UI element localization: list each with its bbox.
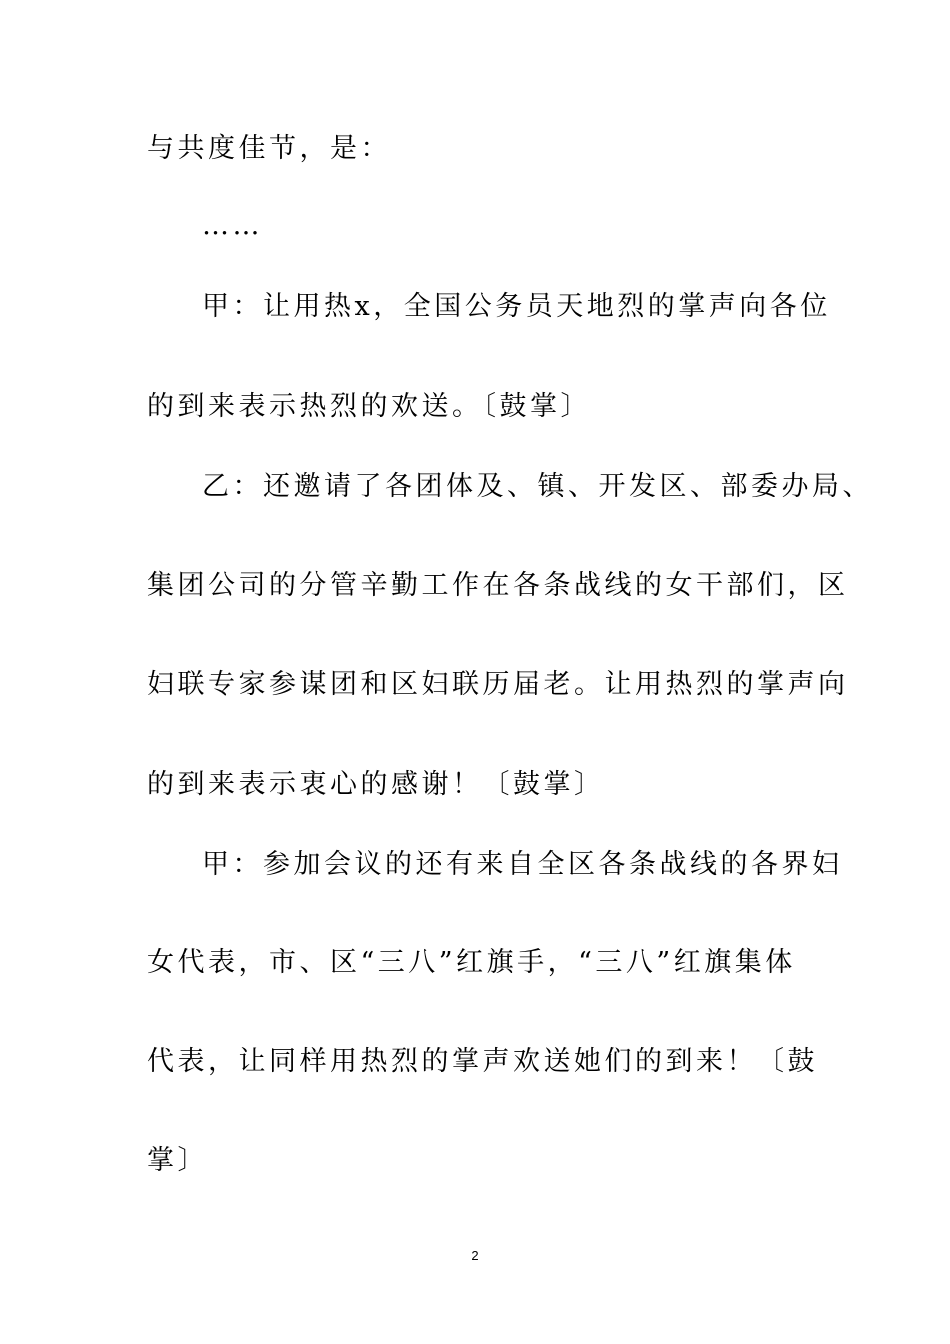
dialogue-yi-line-2: 集团公司的分管辛勤工作在各条战线的女干部们，区 <box>147 570 849 601</box>
dialogue-jia-2-line-1: 甲：参加会议的还有来自全区各条战线的各界妇 <box>202 849 843 880</box>
dialogue-yi-line-4: 的到来表示衷心的感谢！〔鼓掌〕 <box>147 769 605 800</box>
dialogue-yi-line-3: 妇联专家参谋团和区妇联历届老。让用热烈的掌声向 <box>147 669 849 700</box>
page-number: 2 <box>471 1248 479 1263</box>
dialogue-jia-2-line-3: 代表，让同样用热烈的掌声欢送她们的到来！〔鼓 <box>147 1046 818 1077</box>
dialogue-jia-2-line-4: 掌〕 <box>147 1145 208 1176</box>
dialogue-yi-line-1: 乙：还邀请了各团体及、镇、开发区、部委办局、 <box>202 471 873 502</box>
dialogue-jia-1-line-1: 甲：让用热x，全国公务员天地烈的掌声向各位 <box>202 291 831 322</box>
dialogue-jia-2-line-2: 女代表，市、区“三八”红旗手，“三八”红旗集体 <box>147 947 796 978</box>
text-line-1: 与共度佳节，是： <box>147 133 391 164</box>
dialogue-jia-1-line-2: 的到来表示热烈的欢送。〔鼓掌〕 <box>147 391 591 422</box>
ellipsis-line: …… <box>202 210 263 241</box>
